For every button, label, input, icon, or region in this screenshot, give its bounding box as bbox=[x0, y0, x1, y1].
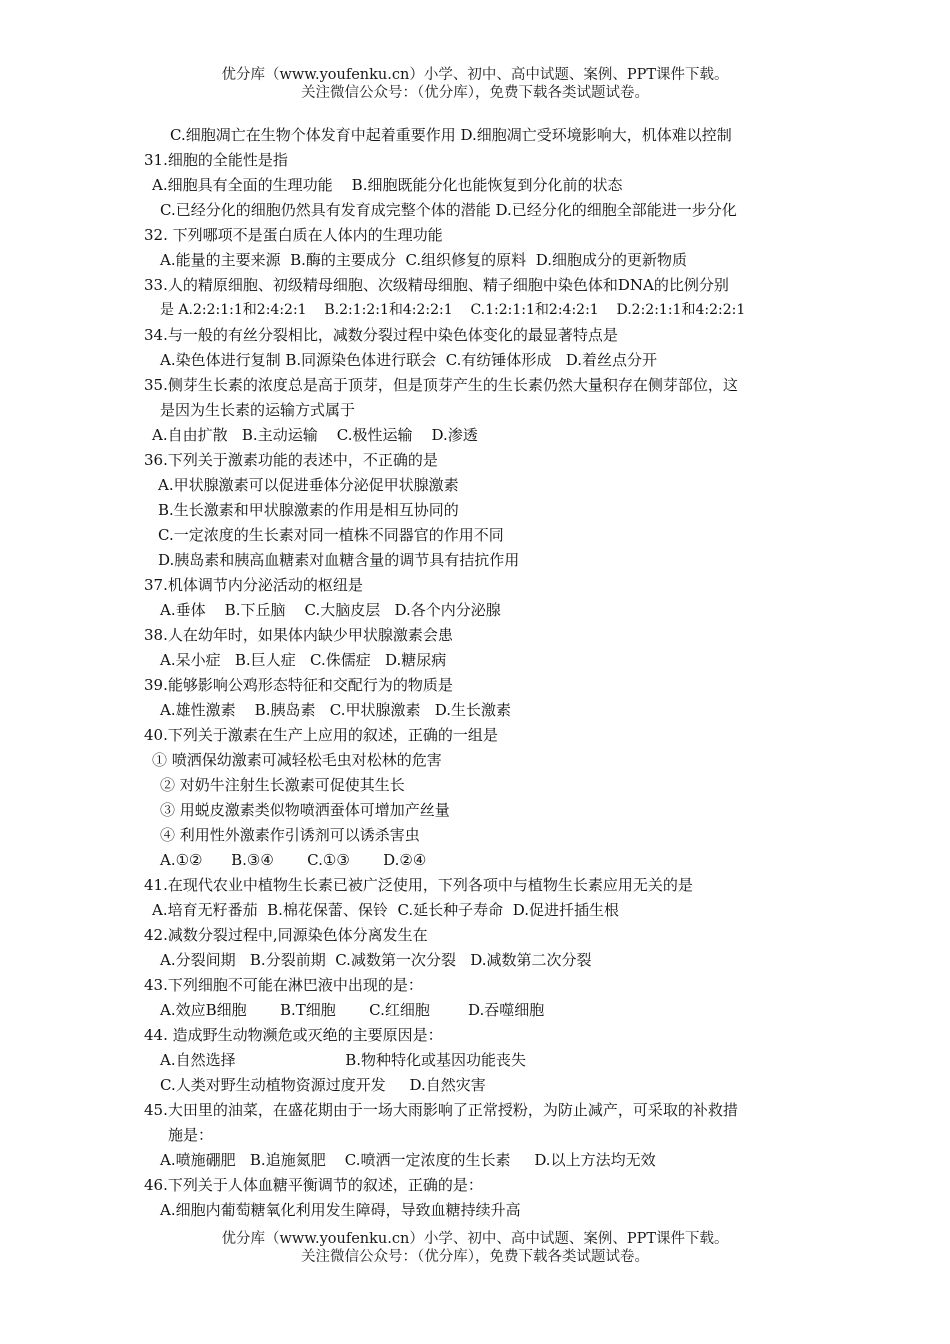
text-line: A.染色体进行复制 B.同源染色体进行联会 C.有纺锤体形成 D.着丝点分开 bbox=[160, 351, 657, 369]
header-line-2: 关注微信公众号：（优分库），免费下载各类试题试卷。 bbox=[301, 85, 649, 101]
text-line: ③ 用蜕皮激素类似物喷洒蚕体可增加产丝量 bbox=[160, 801, 450, 819]
text-line: A.呆小症 B.巨人症 C.侏儒症 D.糖尿病 bbox=[160, 651, 447, 669]
text-line: A.细胞内葡萄糖氧化利用发生障碍，导致血糖持续升高 bbox=[160, 1201, 521, 1219]
text-line: A.垂体 B.下丘脑 C.大脑皮层 D.各个内分泌腺 bbox=[160, 601, 501, 619]
text-line: 45.大田里的油菜，在盛花期由于一场大雨影响了正常授粉，为防止减产，可采取的补救措 bbox=[144, 1101, 738, 1119]
text-line: 35.侧芽生长素的浓度总是高于顶芽，但是顶芽产生的生长素仍然大量积存在侧芽部位，这 bbox=[144, 376, 738, 394]
text-line: A.自然选择 B.物种特化或基因功能丧失 bbox=[160, 1051, 527, 1069]
text-line: A.自由扩散 B.主动运输 C.极性运输 D.渗透 bbox=[152, 426, 478, 444]
text-line: C.一定浓度的生长素对同一植株不同器官的作用不同 bbox=[158, 526, 504, 544]
text-line: A.甲状腺激素可以促进垂体分泌促甲状腺激素 bbox=[158, 476, 459, 494]
page-header bbox=[0, 66, 950, 102]
text-line: 38.人在幼年时，如果体内缺少甲状腺激素会患 bbox=[144, 626, 453, 644]
text-line: 33.人的精原细胞、初级精母细胞、次级精母细胞、精子细胞中染色体和DNA的比例分别 bbox=[144, 276, 729, 294]
text-line: ④ 利用性外激素作引诱剂可以诱杀害虫 bbox=[160, 826, 420, 844]
text-line: 36.下列关于激素功能的表述中，不正确的是 bbox=[144, 451, 438, 469]
text-line: 46.下列关于人体血糖平衡调节的叙述，正确的是： bbox=[144, 1176, 483, 1194]
text-line: 44. 造成野生动物濒危或灭绝的主要原因是： bbox=[144, 1026, 443, 1044]
text-line: 31.细胞的全能性是指 bbox=[144, 151, 288, 169]
text-line: 34.与一般的有丝分裂相比，减数分裂过程中染色体变化的最显著特点是 bbox=[144, 326, 618, 344]
text-line: A.细胞具有全面的生理功能 B.细胞既能分化也能恢复到分化前的状态 bbox=[152, 176, 623, 194]
text-line: A.①② B.③④ C.①③ D.②④ bbox=[160, 851, 427, 869]
text-line: 39.能够影响公鸡形态特征和交配行为的物质是 bbox=[144, 676, 453, 694]
text-line: ② 对奶牛注射生长激素可促使其生长 bbox=[160, 776, 405, 794]
text-line: A.效应B细胞 B.T细胞 C.红细胞 D.吞噬细胞 bbox=[160, 1001, 545, 1019]
text-line: ① 喷洒保幼激素可减轻松毛虫对松林的危害 bbox=[152, 751, 442, 769]
footer-line-1: 优分库（www.youfenku.cn）小学、初中、高中试题、案例、PPT课件下载。 bbox=[221, 1231, 729, 1247]
header-line-1: 优分库（www.youfenku.cn）小学、初中、高中试题、案例、PPT课件下载。 bbox=[221, 67, 729, 83]
text-line: A.雄性激素 B.胰岛素 C.甲状腺激素 D.生长激素 bbox=[160, 701, 512, 719]
text-line: A.喷施硼肥 B.追施氮肥 C.喷洒一定浓度的生长素 D.以上方法均无效 bbox=[160, 1151, 656, 1169]
text-line: A.能量的主要来源 B.酶的主要成分 C.组织修复的原料 D.细胞成分的更新物质 bbox=[160, 251, 687, 269]
text-line: 32. 下列哪项不是蛋白质在人体内的生理功能 bbox=[144, 226, 443, 244]
text-line: C.人类对野生动植物资源过度开发 D.自然灾害 bbox=[160, 1076, 486, 1094]
text-line: C.细胞凋亡在生物个体发育中起着重要作用 D.细胞凋亡受环境影响大，机体难以控制 bbox=[170, 126, 732, 144]
text-line: A.培育无籽番茄 B.棉花保蕾、保铃 C.延长种子寿命 D.促进扦插生根 bbox=[152, 901, 619, 919]
text-line: 41.在现代农业中植物生长素已被广泛使用，下列各项中与植物生长素应用无关的是 bbox=[144, 876, 693, 894]
text-line: 40.下列关于激素在生产上应用的叙述，正确的一组是 bbox=[144, 726, 498, 744]
footer-line-2: 关注微信公众号：（优分库），免费下载各类试题试卷。 bbox=[301, 1249, 649, 1265]
text-line: 37.机体调节内分泌活动的枢纽是 bbox=[144, 576, 363, 594]
text-line: B.生长激素和甲状腺激素的作用是相互协同的 bbox=[158, 501, 459, 519]
page-footer bbox=[0, 1230, 950, 1266]
text-line: 是 A.2:2:1:1和2:4:2:1 B.2:1:2:1和4:2:2:1 C.1:2:1:1和2:4:2:1 D.2:2:1:1和4:2:2:1 bbox=[160, 302, 746, 318]
text-line: C.已经分化的细胞仍然具有发育成完整个体的潜能 D.已经分化的细胞全部能进一步分化 bbox=[160, 201, 737, 219]
text-line: 42.减数分裂过程中,同源染色体分离发生在 bbox=[144, 926, 428, 944]
text-line: 施是： bbox=[168, 1126, 214, 1144]
text-line: D.胰岛素和胰高血糖素对血糖含量的调节具有拮抗作用 bbox=[158, 551, 520, 569]
text-line: 是因为生长素的运输方式属于 bbox=[160, 401, 356, 419]
text-line: A.分裂间期 B.分裂前期 C.减数第一次分裂 D.减数第二次分裂 bbox=[160, 951, 592, 969]
text-line: 43.下列细胞不可能在淋巴液中出现的是： bbox=[144, 976, 423, 994]
